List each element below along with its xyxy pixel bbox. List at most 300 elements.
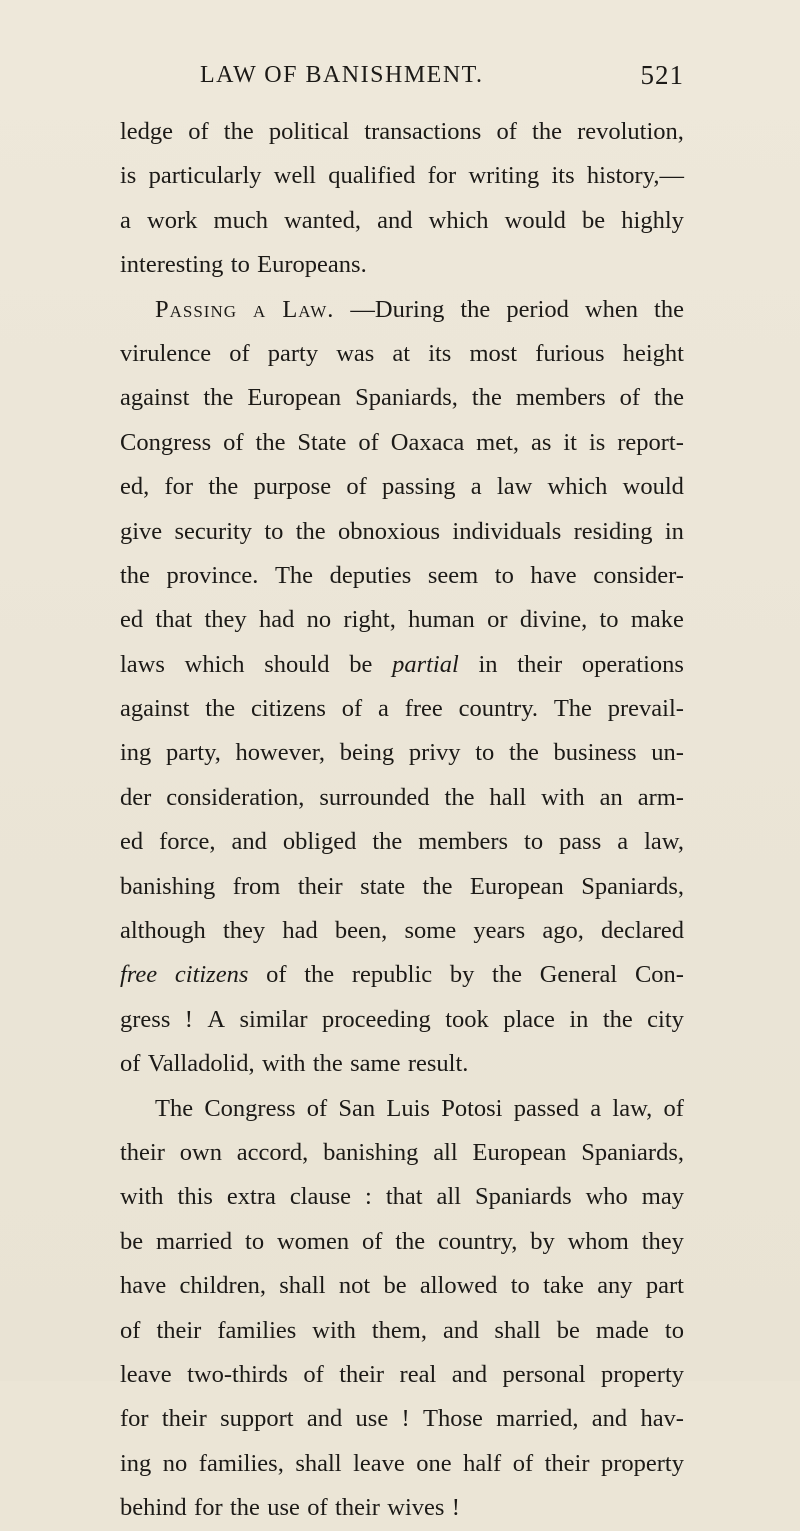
word: their: [544, 1449, 590, 1477]
word: hall: [489, 783, 527, 811]
word: of: [223, 428, 244, 456]
word: the: [372, 828, 403, 856]
text-line: [120, 731, 684, 775]
word: European: [247, 384, 342, 412]
word: support: [220, 1405, 294, 1433]
text-line: [120, 332, 684, 376]
word: the: [422, 872, 453, 900]
word: a: [377, 695, 389, 723]
word: pass: [559, 828, 602, 856]
word: Valladolid,: [147, 1050, 255, 1078]
word: clause: [289, 1183, 352, 1211]
word: that: [155, 606, 193, 634]
word: being: [339, 739, 395, 767]
word: shall: [494, 1316, 541, 1344]
word: families,: [198, 1449, 284, 1477]
word: which: [428, 206, 489, 234]
word: they: [641, 1227, 684, 1255]
word: operations: [581, 650, 684, 678]
text-line: [120, 1442, 684, 1486]
word: own: [179, 1138, 222, 1166]
word: when: [584, 295, 638, 323]
word: law,: [644, 828, 684, 856]
word: was: [336, 339, 375, 367]
word: well: [273, 162, 316, 190]
word: of: [346, 473, 367, 501]
word: General: [539, 961, 618, 989]
word: citizens: [251, 695, 326, 723]
word: wanted,: [284, 206, 361, 234]
word: to: [494, 561, 514, 589]
word: families: [217, 1316, 297, 1344]
word: leave: [353, 1449, 405, 1477]
word: the: [208, 473, 239, 501]
word: law,: [612, 1094, 653, 1122]
text-line: [120, 110, 684, 154]
word: children,: [179, 1272, 266, 1300]
word: residing: [573, 517, 653, 545]
text-line: [120, 510, 684, 554]
word: although: [120, 917, 206, 945]
text-line: [120, 1397, 684, 1441]
word: no: [162, 1449, 188, 1477]
word: hav-: [640, 1405, 684, 1433]
word: however,: [235, 739, 326, 767]
text-line: [120, 554, 684, 598]
word: law: [496, 473, 533, 501]
word: the: [304, 961, 335, 989]
word: Europeans.: [257, 251, 367, 279]
word: :: [365, 1183, 372, 1211]
word: property: [601, 1360, 684, 1388]
word: would: [622, 473, 684, 501]
word: by: [449, 961, 475, 989]
page-number: 521: [640, 60, 684, 90]
word: of: [303, 1360, 324, 1388]
word: ed,: [120, 473, 150, 501]
text-line: [120, 865, 684, 909]
word: be: [582, 206, 606, 234]
word: for: [164, 473, 194, 501]
running-title: LAW OF BANISHMENT.: [200, 62, 484, 88]
word: the: [203, 384, 234, 412]
word: Spaniards,: [355, 384, 458, 412]
word: much: [213, 206, 268, 234]
word: business: [553, 739, 637, 767]
word: had: [258, 606, 295, 634]
word: be: [120, 1227, 144, 1255]
word: this: [177, 1183, 213, 1211]
text-line: [120, 288, 684, 332]
word: history,—: [586, 162, 684, 190]
word: revolution,: [577, 118, 684, 145]
word: qualified: [328, 162, 416, 190]
word: to: [664, 1316, 684, 1344]
word: to: [245, 1227, 265, 1255]
word: had: [282, 917, 318, 945]
word: right,: [343, 606, 396, 634]
word: be: [349, 650, 373, 678]
word: which: [184, 650, 245, 678]
word: Con-: [634, 961, 684, 989]
word: of: [120, 1050, 141, 1078]
word: their: [335, 1494, 380, 1522]
word: extra: [226, 1183, 276, 1211]
word: part: [645, 1272, 684, 1300]
word: ed: [120, 828, 144, 856]
word: shall: [279, 1272, 326, 1300]
word: seem: [427, 561, 479, 589]
word: and: [377, 206, 413, 234]
word: the: [229, 1494, 260, 1522]
word: der: [120, 783, 152, 811]
word: allowed: [419, 1272, 498, 1300]
word: met,: [476, 428, 520, 456]
word: and: [443, 1316, 479, 1344]
word: a: [253, 295, 267, 323]
word: free: [120, 961, 158, 989]
word: furious: [535, 339, 605, 367]
text-line: [120, 1220, 684, 1264]
word: to: [510, 1272, 530, 1300]
word: to: [524, 828, 544, 856]
text-line: [120, 953, 684, 997]
word: use: [267, 1494, 300, 1522]
word: the: [255, 428, 286, 456]
word: with: [261, 1050, 306, 1078]
word: of: [341, 695, 363, 723]
word: the: [120, 561, 150, 589]
word: to: [599, 606, 619, 634]
word: most: [469, 339, 518, 367]
word: declared: [601, 917, 684, 945]
word: ing: [120, 1449, 152, 1477]
word: passing: [382, 473, 456, 501]
text-line: [120, 421, 684, 465]
word: an: [599, 783, 623, 811]
word: the: [460, 295, 491, 323]
word: the: [532, 118, 562, 145]
word: consider-: [593, 561, 684, 589]
word: ed: [120, 606, 144, 634]
word: report-: [617, 428, 684, 456]
word: European: [472, 1138, 567, 1166]
word: give: [120, 517, 163, 545]
word: citizens: [174, 961, 249, 989]
word: shall: [295, 1449, 342, 1477]
word: be: [556, 1316, 580, 1344]
word: !: [401, 1405, 410, 1433]
word: work: [147, 206, 198, 234]
word: their: [161, 1405, 207, 1433]
word: as: [530, 428, 552, 456]
word: country.: [458, 695, 538, 723]
word: human: [408, 606, 475, 634]
word: The: [155, 1094, 194, 1122]
word: a: [470, 473, 482, 501]
word: republic: [351, 961, 433, 989]
word: that: [385, 1183, 423, 1211]
word: its: [551, 162, 575, 190]
word: The: [553, 695, 592, 723]
word: their: [339, 1360, 385, 1388]
text-line: [120, 243, 684, 287]
word: the: [654, 295, 684, 323]
word: surrounded: [319, 783, 430, 811]
word: use: [355, 1405, 389, 1433]
word: have: [120, 1272, 167, 1300]
word: privy: [408, 739, 461, 767]
word: no: [306, 606, 332, 634]
word: Those: [422, 1405, 483, 1433]
word: political: [268, 118, 350, 145]
word: behind: [120, 1494, 187, 1522]
text-line: [120, 1175, 684, 1219]
word: writing: [468, 162, 540, 190]
word: security: [174, 517, 253, 545]
text-line: [120, 776, 684, 820]
word: European: [469, 872, 564, 900]
word: been,: [334, 917, 388, 945]
word: individuals: [452, 517, 562, 545]
text-line: [120, 1353, 684, 1397]
word: any: [597, 1272, 633, 1300]
word: to: [230, 251, 250, 279]
word: whom: [567, 1227, 629, 1255]
word: with: [120, 1183, 164, 1211]
word: at: [392, 339, 411, 367]
word: the: [492, 961, 522, 989]
text-line: [120, 154, 684, 198]
word: Passing: [155, 295, 238, 323]
word: of: [266, 961, 287, 989]
word: purpose: [253, 473, 332, 501]
word: is: [588, 428, 606, 456]
word: and: [451, 1360, 488, 1388]
word: half: [463, 1449, 502, 1477]
word: to: [264, 517, 284, 545]
word: Luis: [386, 1094, 430, 1122]
word: or: [487, 606, 508, 634]
word: by: [530, 1227, 555, 1255]
word: banishing: [120, 872, 216, 900]
word: a: [617, 828, 629, 856]
word: them,: [371, 1316, 427, 1344]
word: A: [207, 1005, 226, 1033]
word: make: [630, 606, 684, 634]
word: in: [664, 517, 684, 545]
text-line: [120, 998, 684, 1042]
word: passed: [513, 1094, 580, 1122]
word: years: [473, 917, 526, 945]
text-line: [120, 1486, 684, 1530]
word: and: [306, 1405, 343, 1433]
word: accord,: [236, 1138, 309, 1166]
word: would: [504, 206, 566, 234]
word: may: [641, 1183, 684, 1211]
word: of: [663, 1094, 684, 1122]
word: State: [297, 428, 347, 456]
text-line: [120, 909, 684, 953]
word: virulence: [120, 339, 212, 367]
word: of: [307, 1494, 328, 1522]
word: same: [350, 1050, 401, 1078]
word: for: [427, 162, 457, 190]
text-line: [120, 376, 684, 420]
word: a: [120, 206, 131, 234]
word: members: [418, 828, 509, 856]
word: ledge: [120, 118, 174, 145]
word: with: [312, 1316, 356, 1344]
word: proceeding: [321, 1005, 431, 1033]
word: have: [530, 561, 577, 589]
word: the: [602, 1005, 633, 1033]
word: of: [512, 1449, 534, 1477]
word: highly: [621, 206, 684, 234]
word: transactions: [364, 118, 482, 145]
word: married: [155, 1227, 233, 1255]
word: they: [204, 606, 247, 634]
word: San: [338, 1094, 376, 1122]
word: height: [622, 339, 684, 367]
text-line: [120, 199, 684, 243]
word: province.: [166, 561, 259, 589]
word: Spaniards,: [581, 872, 684, 900]
word: their: [297, 872, 343, 900]
word: place: [503, 1005, 555, 1033]
word: period: [506, 295, 569, 323]
word: of: [619, 384, 641, 412]
word: the: [312, 1050, 343, 1078]
word: one: [416, 1449, 452, 1477]
word: from: [232, 872, 281, 900]
word: force,: [159, 828, 216, 856]
word: the: [295, 517, 326, 545]
word: interesting: [120, 251, 224, 279]
word: the: [395, 1227, 426, 1255]
word: !: [184, 1005, 193, 1033]
word: Congress: [120, 428, 212, 456]
word: not: [338, 1272, 371, 1300]
word: property: [600, 1449, 684, 1477]
word: of: [358, 428, 379, 456]
text-line: [120, 1309, 684, 1353]
page-header: [120, 62, 684, 98]
word: all: [433, 1138, 458, 1166]
word: its: [428, 339, 452, 367]
word: their: [120, 1138, 165, 1166]
word: their: [517, 650, 563, 678]
text-line: [120, 1131, 684, 1175]
word: married,: [496, 1405, 579, 1433]
word: ago,: [542, 917, 584, 945]
text-line: [120, 1264, 684, 1308]
word: for: [194, 1494, 223, 1522]
word: for: [120, 1405, 149, 1433]
word: deputies: [329, 561, 412, 589]
word: some: [404, 917, 457, 945]
word: of: [229, 339, 250, 367]
word: Oaxaca: [390, 428, 465, 456]
word: members: [515, 384, 606, 412]
word: against: [120, 695, 190, 723]
text-line: [120, 465, 684, 509]
word: Law.: [282, 295, 335, 323]
word: and: [591, 1405, 628, 1433]
body-text: [120, 110, 684, 1531]
word: arm-: [637, 783, 684, 811]
word: which: [547, 473, 608, 501]
word: free: [404, 695, 443, 723]
word: gress: [120, 1005, 171, 1033]
word: real: [399, 1360, 437, 1388]
word: prevail-: [607, 695, 684, 723]
word: against: [120, 384, 190, 412]
word: obnoxious: [338, 517, 441, 545]
word: city: [647, 1005, 684, 1033]
word: result.: [407, 1050, 469, 1078]
word: should: [264, 650, 330, 678]
word: Spaniards: [475, 1183, 572, 1211]
word: banishing: [323, 1138, 419, 1166]
word: !: [451, 1494, 460, 1522]
text-line: [120, 643, 684, 687]
word: country,: [438, 1227, 518, 1255]
word: of: [496, 118, 517, 145]
word: to: [475, 739, 495, 767]
word: with: [541, 783, 585, 811]
word: is: [120, 162, 137, 190]
word: party,: [165, 739, 221, 767]
text-line: [120, 1087, 684, 1131]
word: all: [436, 1183, 462, 1211]
word: leave: [120, 1360, 172, 1388]
word: of: [120, 1316, 141, 1344]
word: obliged: [282, 828, 357, 856]
word: personal: [502, 1360, 586, 1388]
word: party: [267, 339, 319, 367]
word: women: [276, 1227, 350, 1255]
word: they: [222, 917, 266, 945]
word: similar: [239, 1005, 308, 1033]
word: be: [383, 1272, 407, 1300]
word: The: [274, 561, 314, 589]
word: the: [654, 384, 684, 412]
word: two-thirds: [187, 1360, 288, 1388]
word: Potosi: [441, 1094, 503, 1122]
text-line: [120, 687, 684, 731]
word: of: [306, 1094, 328, 1122]
word: their: [156, 1316, 202, 1344]
word: wives: [387, 1494, 445, 1522]
word: the: [444, 783, 475, 811]
word: particularly: [148, 162, 262, 190]
word: who: [585, 1183, 628, 1211]
word: the: [508, 739, 539, 767]
word: of: [188, 118, 209, 145]
word: divine,: [519, 606, 588, 634]
word: it: [563, 428, 577, 456]
word: un-: [651, 739, 684, 767]
word: in: [478, 650, 498, 678]
word: state: [360, 872, 406, 900]
word: Congress: [204, 1094, 296, 1122]
word: laws: [120, 650, 165, 678]
text-line: [120, 1042, 684, 1086]
word: consideration,: [166, 783, 305, 811]
word: take: [543, 1272, 584, 1300]
word: and: [231, 828, 267, 856]
